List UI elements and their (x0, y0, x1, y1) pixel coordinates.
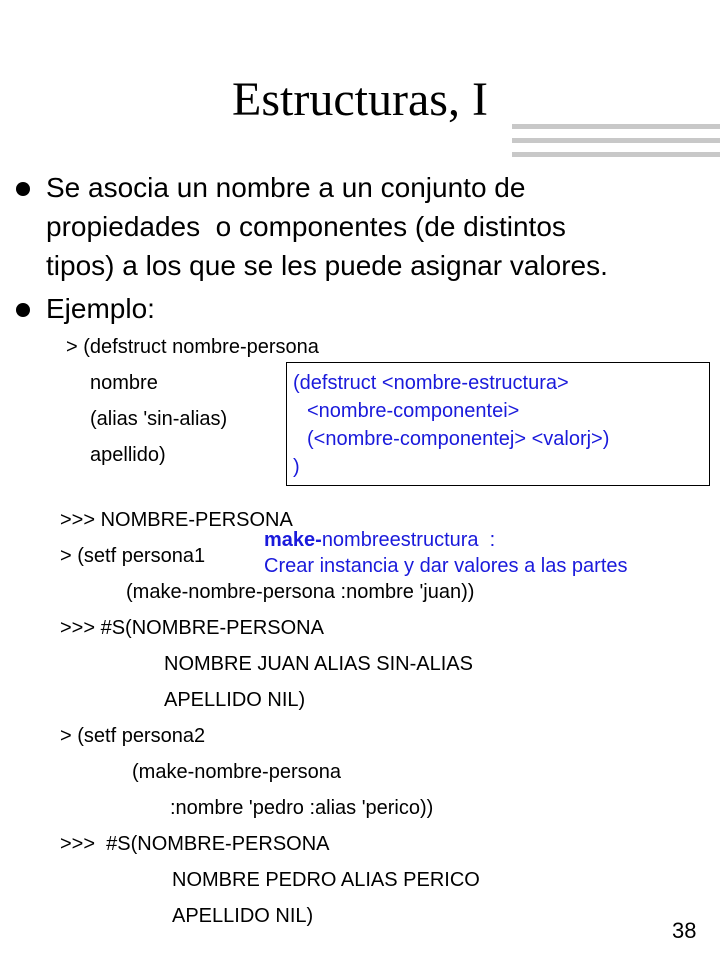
bullet-icon (16, 182, 30, 196)
syntax-line: (defstruct <nombre-estructura> (293, 372, 569, 394)
code-line: apellido) (90, 444, 166, 466)
bullet-line: Ejemplo: (46, 293, 155, 324)
bullet-line: propiedades o componentes (de distintos (46, 211, 566, 242)
note-rest: nombreestructura : (321, 529, 496, 551)
session-line: (make-nombre-persona :nombre 'juan)) (126, 581, 475, 603)
bullet-line: tipos) a los que se les puede asignar valores. (46, 250, 608, 281)
syntax-line: <nombre-componentei> (307, 400, 520, 422)
session-line: > (setf persona2 (60, 725, 206, 747)
session-line: >>> NOMBRE-PERSONA (60, 509, 293, 531)
title-rule (512, 138, 720, 143)
session-line: > (setf persona1 (60, 545, 206, 567)
session-line: NOMBRE JUAN ALIAS SIN-ALIAS (164, 653, 473, 675)
title-rule (512, 152, 720, 157)
session-line: APELLIDO NIL) (164, 689, 306, 711)
session-line: APELLIDO NIL) (172, 905, 314, 927)
page-number: 38 (672, 918, 697, 943)
note-line: Crear instancia y dar valores a las partes (264, 555, 628, 577)
bullet-line: Se asocia un nombre a un conjunto de (46, 172, 526, 203)
syntax-line: (<nombre-componentej> <valorj>) (307, 428, 610, 450)
session-line: >>> #S(NOMBRE-PERSONA (60, 833, 330, 855)
syntax-line: ) (293, 456, 300, 478)
syntax-box (286, 362, 710, 486)
bullet-icon (16, 303, 30, 317)
code-line: nombre (90, 372, 158, 394)
note-bold: make- (264, 529, 322, 551)
session-line: NOMBRE PEDRO ALIAS PERICO (172, 869, 480, 891)
session-line: (make-nombre-persona (132, 761, 341, 783)
title-rule (512, 124, 720, 129)
session-line: :nombre 'pedro :alias 'perico)) (170, 797, 434, 819)
note-line (264, 527, 495, 553)
slide-title: Estructuras, I (232, 73, 488, 126)
session-line: >>> #S(NOMBRE-PERSONA (60, 617, 324, 639)
code-line: > (defstruct nombre-persona (66, 336, 319, 358)
code-line: (alias 'sin-alias) (90, 408, 228, 430)
